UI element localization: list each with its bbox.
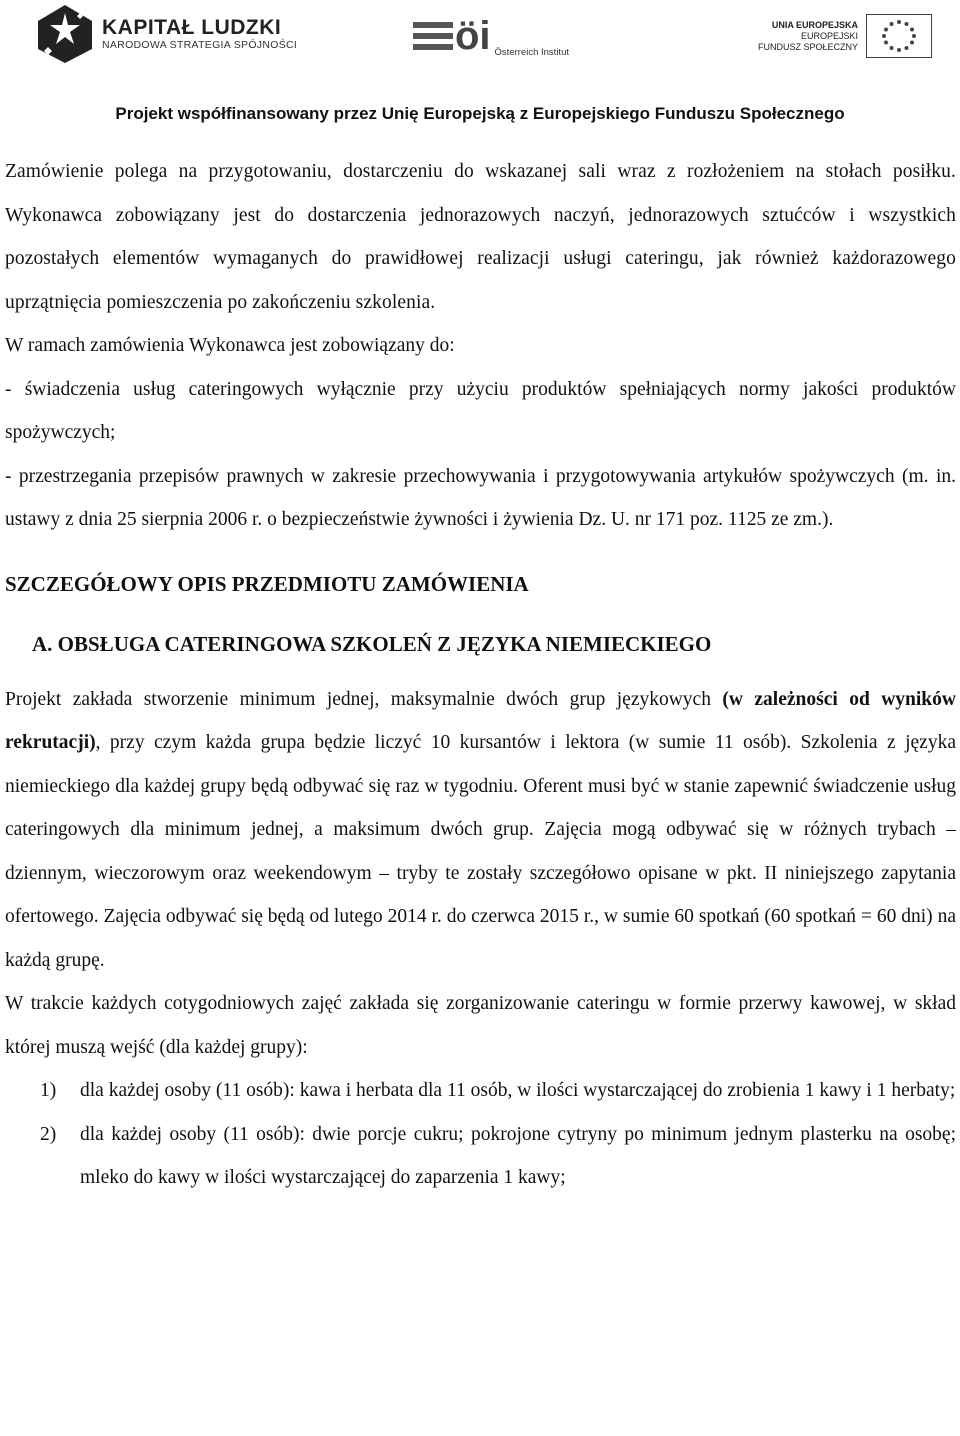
section-heading: SZCZEGÓŁOWY OPIS PRZEDMIOTU ZAMÓWIENIA	[5, 571, 529, 596]
eu-line-3: FUNDUSZ SPOŁECZNY	[758, 41, 859, 52]
paragraph-order-description: Zamówienie polega na przygotowaniu, dostarczeniu do wskazanej sali wraz z rozłożeniem na stołach posiłku. Wykonawca zobowiązany jest do dostarczenia jednorazowych naczyń, jednorazowych sztućców i wszystkich pozostałych elementów wymaganych do prawidłowej realizacji usługi cateringu, jak również każdorazowego uprzątnięcia pomieszczenia po zakończeniu szkolenia.	[5, 161, 956, 313]
document-body	[5, 150, 956, 1200]
p3-bold-text: (w zależności od wyników rekrutacji)	[5, 688, 956, 753]
list-item-number: 1)	[40, 1080, 57, 1101]
list-item	[5, 1113, 956, 1200]
paragraph-obligations-intro: W ramach zamówienia Wykonawca jest zobowiązany do:	[5, 335, 455, 356]
kapital-ludzki-logo	[36, 2, 297, 66]
eu-text	[758, 20, 858, 53]
eu-line-2: EUROPEJSKI	[801, 30, 859, 41]
list-item-text: dla każdej osoby (11 osób): kawa i herbata dla 11 osób, w ilości wystarczającej do zrobienia 1 kawy i 1 herbaty;	[80, 1080, 956, 1101]
eu-flag-icon	[866, 14, 932, 58]
kapital-ludzki-subtitle: NARODOWA STRATEGIA SPÓJNOŚCI	[102, 39, 298, 51]
star-emblem-icon	[36, 3, 94, 65]
obligation-item-1: - świadczenia usług cateringowych wyłącznie przy użyciu produktów spełniających normy jakości produktów spożywczych;	[5, 378, 956, 443]
oi-logo-text: öi	[455, 14, 491, 58]
list-item	[5, 1069, 956, 1113]
osterreich-institut-logo	[413, 14, 569, 58]
list-item-number: 2)	[40, 1123, 57, 1145]
list-item-text: dla każdej osoby (11 osób): dwie porcje cukru; pokrojone cytryny po minimum jednym plasterku na osobę; mleko do kawy w ilości wystarczającej do zaparzenia 1 kawy;	[80, 1123, 956, 1188]
p3-text-before: Projekt zakłada stworzenie minimum jednej, maksymalnie dwóch grup językowych	[5, 688, 723, 710]
kapital-ludzki-name: KAPITAŁ LUDZKI	[102, 16, 282, 39]
obligation-item-2: - przestrzegania przepisów prawnych w zakresie przechowywania i przygotowywania artykułów spożywczych (m. in. ustawy z dnia 25 sierpnia 2006 r. o bezpieczeństwie żywności i żywienia Dz. U. nr 171 poz. 1125 ze zm.).	[5, 465, 956, 530]
subsection-heading: A. OBSŁUGA CATERINGOWA SZKOLEŃ Z JĘZYKA NIEMIECKIEGO	[32, 631, 712, 656]
eu-logo	[758, 14, 932, 58]
project-cofinancing-line: Projekt współfinansowany przez Unię Europejską z Europejskiego Funduszu Społecznego	[115, 104, 845, 123]
p3-text-after: , przy czym każda grupa będzie liczyć 10 kursantów i lektora (w sumie 11 osób). Szkolenia z języka niemieckiego dla każdej grupy będą odbywać się raz w tygodniu. Oferent musi być w stanie zapewnić świadczenie usług cateringowych dla minimum jednej, a maksimum dwóch grup. Zajęcia mogą odbywać się w różnych trybach – dziennym, wieczorowym oraz weekendowym – tryby te zostały szczegółowo opisane w pkt. II niniejszego zapytania ofertowego. Zajęcia odbywać się będą od lutego 2014 r. do czerwca 2015 r., w sumie 60 spotkań (60 spotkań = 60 dni) na każdą grupę.	[5, 732, 956, 971]
oi-stripes-icon	[413, 16, 453, 56]
eu-line-1: UNIA EUROPEJSKA	[771, 19, 859, 30]
kapital-ludzki-text	[102, 17, 297, 51]
oi-name: Österreich Institut	[494, 47, 569, 58]
paragraph-project-groups	[5, 678, 956, 983]
paragraph-coffee-break: W trakcie każdych cotygodniowych zajęć zakłada się zorganizowanie cateringu w formie przerwy kawowej, w skład której muszą wejść (dla każdej grupy):	[5, 993, 956, 1058]
catering-items-list	[5, 1069, 956, 1200]
page-header	[0, 0, 960, 135]
